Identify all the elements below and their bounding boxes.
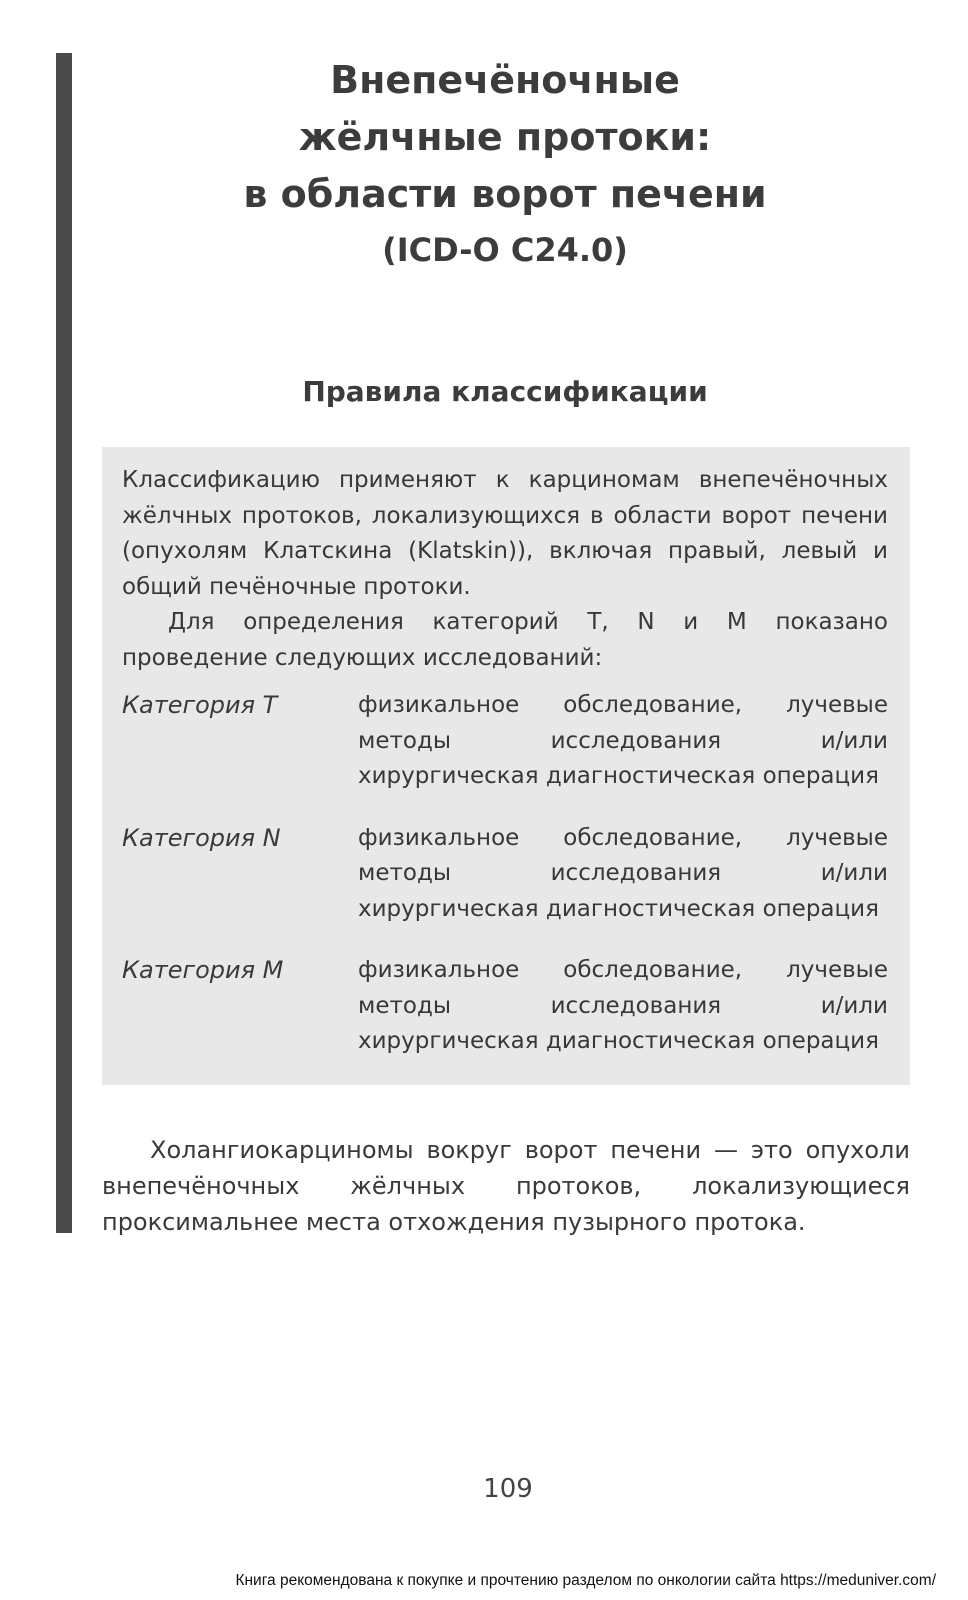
category-row-m [122,953,888,1060]
rules-paragraph-1: Классификацию применяют к карциномам внепечёночных жёлчных протоков, локализующихся в области ворот печени (опухолям Клатскина (Klatskin)), включая правый, левый и общий печёночные протоки. [122,467,888,600]
body-paragraph: Холангиокарциномы вокруг ворот печени — это опухоли внепечёночных жёлчных протоков, локализующиеся проксимальнее места отхождения пузырного протока. [102,1136,910,1236]
chapter-title-line-3: в области ворот печени [243,172,767,216]
rules-paragraph-2: Для определения категорий T, N и M показано проведение следующих исследований: [122,609,888,671]
chapter-title-line-2: жёлчные протоки: [298,115,712,159]
category-description: физикальное обследование, лучевые методы исследования и/или хирургическая диагностическая операция [358,957,888,1054]
category-name: Категория T [122,691,278,719]
category-name: Категория N [122,823,281,852]
chapter-side-bar [56,53,72,1233]
category-row-n [122,821,888,928]
category-row-t [122,688,888,795]
section-title: Правила классификации [302,375,708,408]
category-list [122,688,888,1060]
icd-code: (ICD-O C24.0) [382,231,628,269]
category-description: физикальное обследование, лучевые методы исследования и/или хирургическая диагностическая операция [358,824,888,922]
page-number: 109 [483,1474,533,1504]
classification-rules-box [102,447,910,1085]
category-description: физикальное обследование, лучевые методы исследования и/или хирургическая диагностическая операция [358,692,888,789]
category-name: Категория M [122,956,284,984]
chapter-title-line-1: Внепечёночные [330,58,680,102]
footer-note: Книга рекомендована к покупке и прочтению разделом по онкологии сайта https://meduniver.com/ [235,1572,936,1589]
chapter-title [140,52,870,223]
